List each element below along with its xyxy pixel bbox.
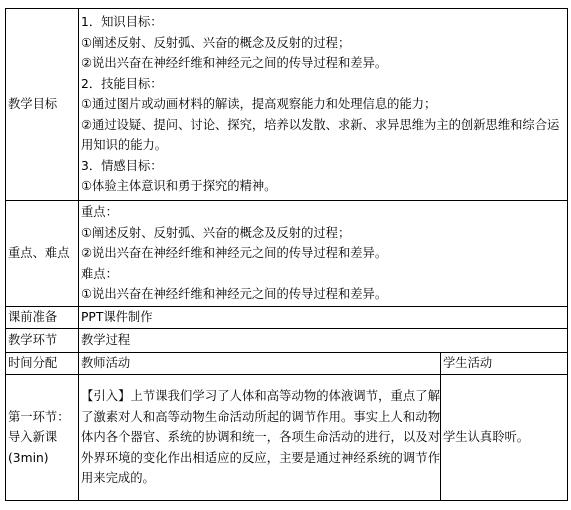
first-stage-label-line: (3min) <box>8 450 49 465</box>
time-label: 时间分配 <box>6 353 79 375</box>
preparation-value: PPT课件制作 <box>79 307 568 329</box>
preparation-label: 课前准备 <box>6 307 79 329</box>
stage-row <box>6 329 568 353</box>
objective-line: 3．情感目标： <box>81 158 163 173</box>
objective-line: ②通过设疑、提问、讨论、探究，培养以发散、求新、求异思维为主的创新思维和综合运用知识的能力。 <box>81 117 560 153</box>
key-point-line: ①说出兴奋在神经纤维和神经元之间的传导过程和差异。 <box>81 287 388 302</box>
preparation-row <box>6 307 568 329</box>
key-point-line: 重点： <box>81 205 118 220</box>
key-point-line: ①阐述反射、反射弧、兴奋的概念及反射的过程； <box>81 225 351 240</box>
key-point-line: ②说出兴奋在神经纤维和神经元之间的传导过程和差异。 <box>81 246 388 261</box>
stage-value: 教学过程 <box>79 329 568 353</box>
teacher-activity-text: 【引入】上节课我们学习了人体和高等动物的体液调节，重点了解了激素对人和高等动物生命活动所起的调节作用。事实上人和动物体内各个器官、系统的协调和统一，各项生命活动的进行，以及对外界环境的变化作出相适应的反应，主要是通过神经系统的调节作用来完成的。 <box>79 375 441 501</box>
key-points-row <box>6 201 568 307</box>
first-stage-label <box>6 375 79 501</box>
objective-line: ①通过图片或动画材料的解读，提高观察能力和处理信息的能力； <box>81 97 437 112</box>
key-point-line: 难点： <box>81 266 118 281</box>
lesson-plan-table <box>5 8 568 501</box>
objective-line: 1．知识目标： <box>81 15 163 30</box>
first-stage-row <box>6 375 568 501</box>
objective-line: ①体验主体意识和勇于探究的精神。 <box>81 179 277 194</box>
first-stage-label-line: 导入新课 <box>8 430 58 445</box>
key-points-label: 重点、难点 <box>6 201 79 307</box>
first-stage-label-line: 第一环节： <box>8 409 70 424</box>
student-activity-header: 学生活动 <box>441 353 568 375</box>
student-activity-text: 学生认真聆听。 <box>441 375 568 501</box>
stage-label: 教学环节 <box>6 329 79 353</box>
objective-line: 2．技能目标： <box>81 76 163 91</box>
objectives-row <box>6 9 568 201</box>
key-points-content <box>79 201 568 307</box>
objective-line: ②说出兴奋在神经纤维和神经元之间的传导过程和差异。 <box>81 56 388 71</box>
objectives-content <box>79 9 568 201</box>
teacher-activity-header: 教师活动 <box>79 353 441 375</box>
objectives-label: 教学目标 <box>6 9 79 201</box>
objective-line: ①阐述反射、反射弧、兴奋的概念及反射的过程； <box>81 35 351 50</box>
time-row <box>6 353 568 375</box>
